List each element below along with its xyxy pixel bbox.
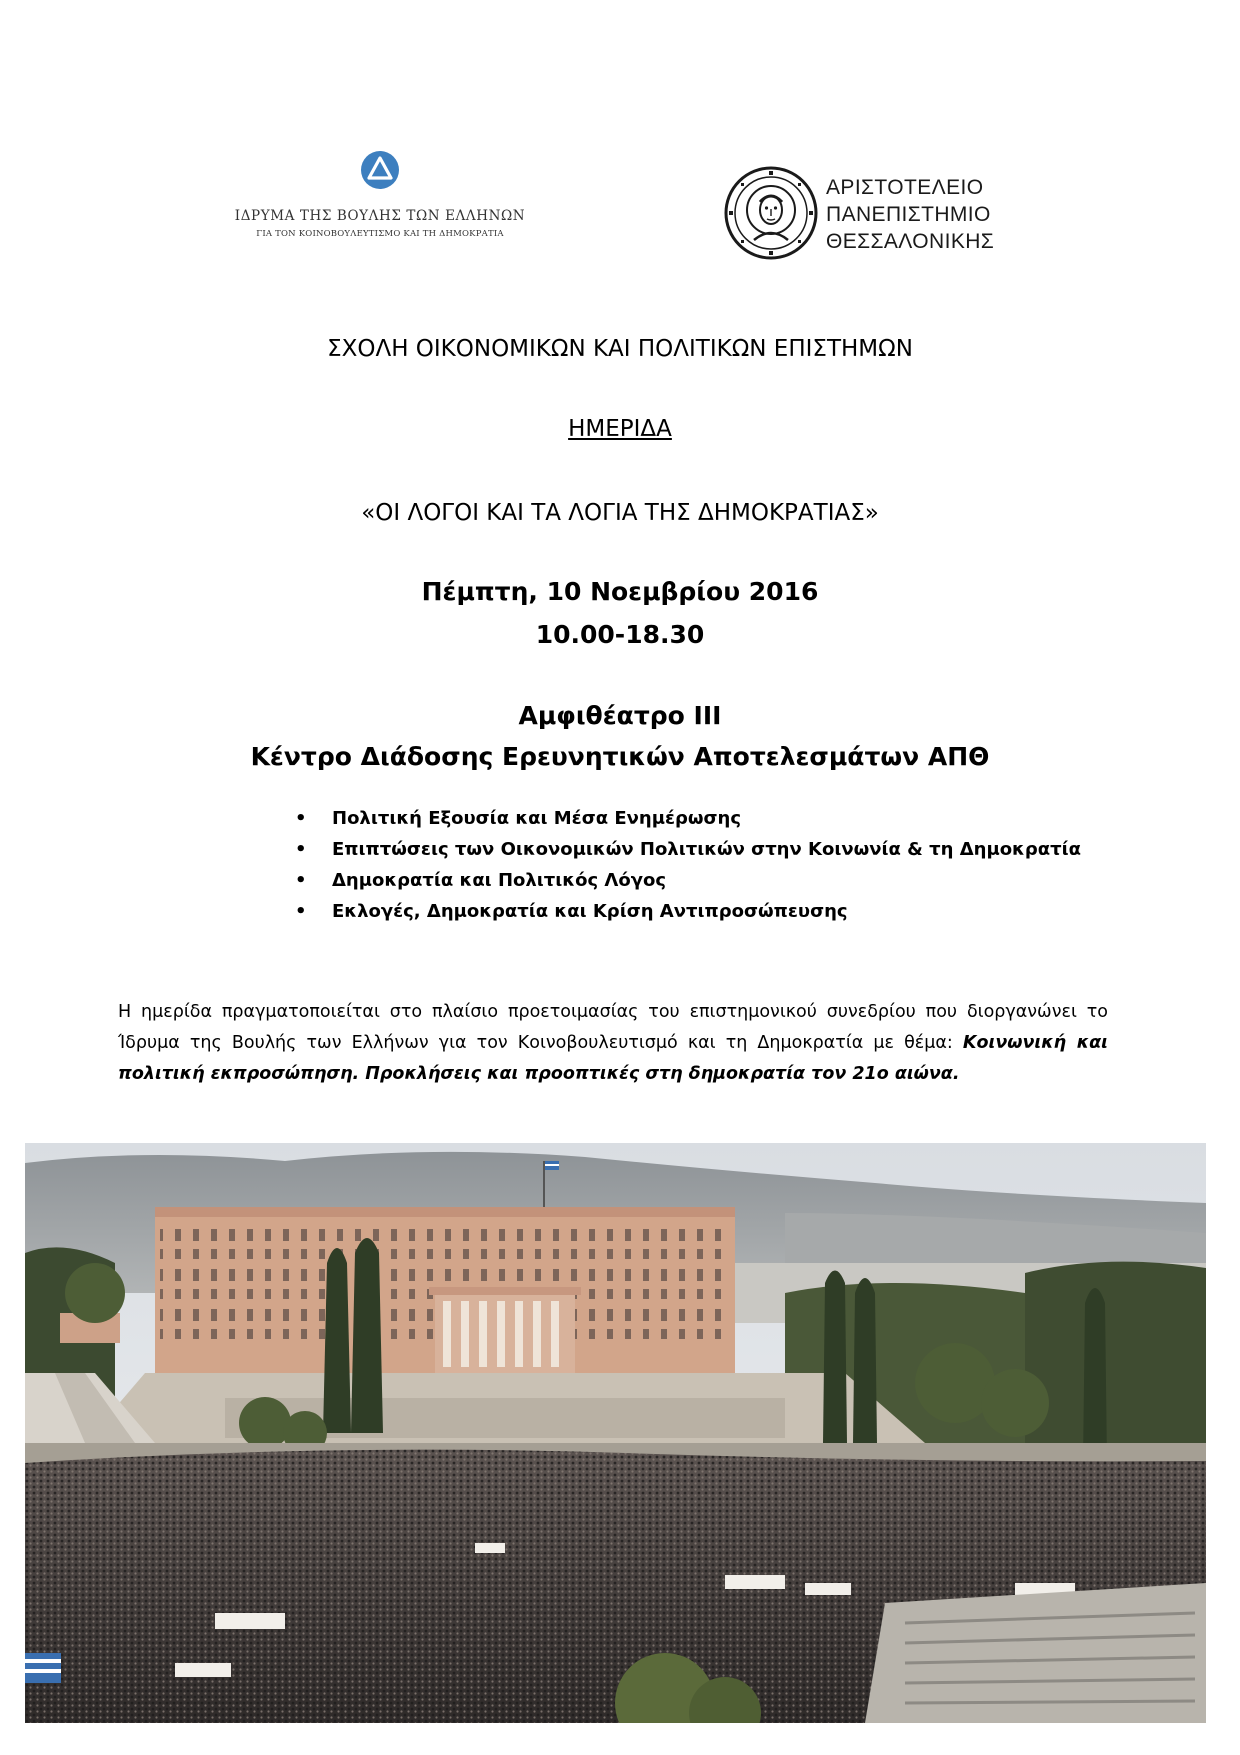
event-time: 10.00-18.30 xyxy=(535,620,705,649)
topic-item: • Δημοκρατία και Πολιτικός Λόγος xyxy=(295,865,1081,896)
university-name xyxy=(826,174,994,255)
venue-room: Αμφιθέατρο ΙΙΙ xyxy=(518,701,722,730)
event-title: «ΟΙ ΛΟΓΟΙ ΚΑΙ ΤΑ ΛΟΓΙΑ ΤΗΣ ΔΗΜΟΚΡΑΤΙΑΣ» xyxy=(361,500,879,526)
university-name-line-2: ΠΑΝΕΠΙΣΤΗΜΙΟ xyxy=(826,203,991,226)
parliament-foundation-emblem-icon xyxy=(360,150,400,190)
description-intro: Η ημερίδα πραγματοποιείται στο πλαίσιο προετοιμασίας του επιστημονικού συνεδρίου που διοργανώνει το Ίδρυμα της Βουλής των Ελλήνων για τον Κοινοβουλευτισμό και τη Δημοκρατία με θέμα: xyxy=(118,1002,1108,1053)
description-emphasis: Κοινωνική και πολιτική εκπροσώπηση. Προκλήσεις και προοπτικές στη δημοκρατία τον 21ο αιώνα. xyxy=(118,1033,1108,1084)
description-paragraph xyxy=(118,997,1108,1090)
topic-item: • Πολιτική Εξουσία και Μέσα Ενημέρωσης xyxy=(295,803,1081,834)
parliament-foundation-logo xyxy=(220,150,540,239)
topic-item: • Επιπτώσεις των Οικονομικών Πολιτικών στην Κοινωνία & τη Δημοκρατία xyxy=(295,834,1081,865)
university-name-line-3: ΘΕΣΣΑΛΟΝΙΚΗΣ xyxy=(826,230,995,253)
event-date: Πέμπτη, 10 Νοεμβρίου 2016 xyxy=(421,577,819,606)
school-heading: ΣΧΟΛΗ ΟΙΚΟΝΟΜΙΚΩΝ ΚΑΙ ΠΟΛΙΤΙΚΩΝ ΕΠΙΣΤΗΜΩΝ xyxy=(327,336,913,362)
event-type-heading: ΗΜΕΡΙΔΑ xyxy=(568,416,672,442)
foundation-name: ΙΔΡΥΜΑ ΤΗΣ ΒΟΥΛΗΣ ΤΩΝ ΕΛΛΗΝΩΝ xyxy=(234,208,526,224)
auth-university-logo xyxy=(724,166,1004,266)
foundation-subtitle: ΓΙΑ ΤΟΝ ΚΟΙΝΟΒΟΥΛΕΥΤΙΣΜΟ ΚΑΙ ΤΗ ΔΗΜΟΚΡΑΤΙΑ xyxy=(256,229,504,239)
parliament-crowd-image xyxy=(25,1143,1206,1723)
topics-list xyxy=(295,803,1081,927)
university-seal-icon xyxy=(724,166,818,260)
topic-item: • Εκλογές, Δημοκρατία και Κρίση Αντιπροσώπευσης xyxy=(295,896,1081,927)
venue-building: Κέντρο Διάδοσης Ερευνητικών Αποτελεσμάτων ΑΠΘ xyxy=(250,742,990,771)
university-name-line-1: ΑΡΙΣΤΟΤΕΛΕΙΟ xyxy=(826,176,984,199)
syntagma-square-photo xyxy=(25,1143,1206,1723)
